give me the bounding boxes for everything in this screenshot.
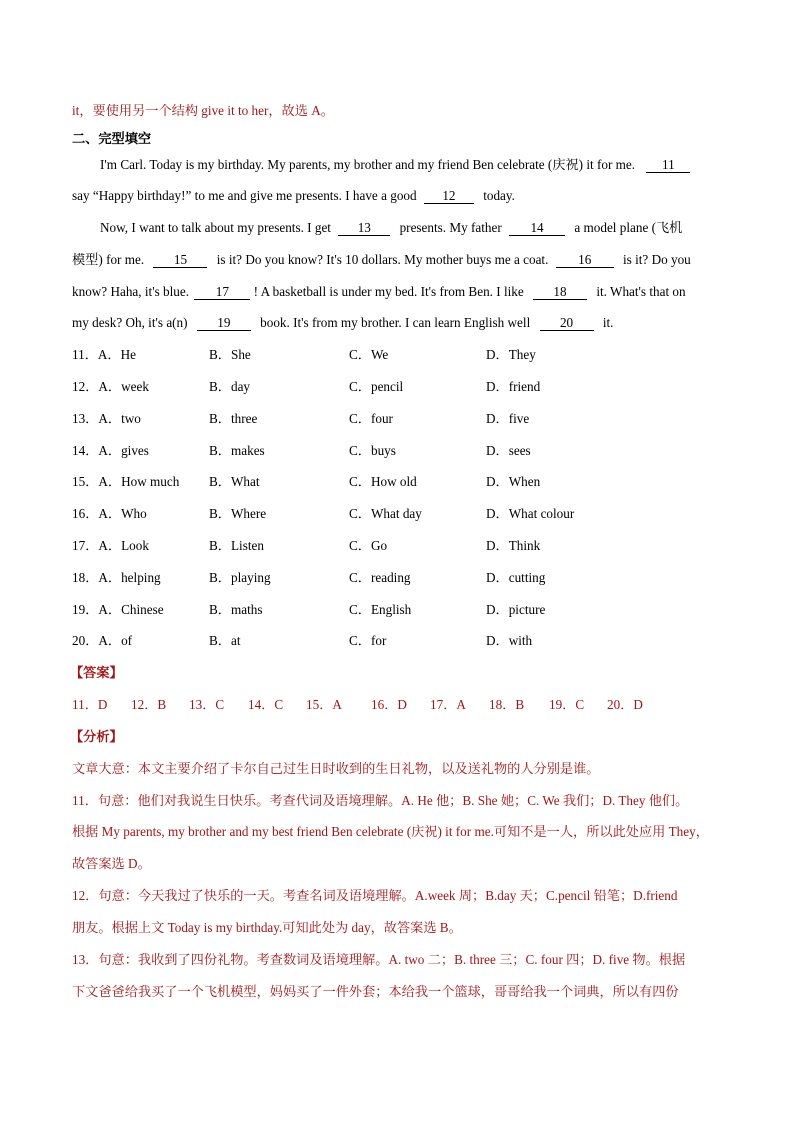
- passage-line-6: [72, 314, 613, 332]
- answer-item: 17．A: [430, 697, 466, 712]
- passage-text: a model plane (飞机: [574, 220, 683, 235]
- passage-text: today.: [483, 188, 515, 203]
- option-a: 18．A．helping: [72, 570, 161, 585]
- option-d: D．five: [486, 411, 530, 426]
- option-d: D．They: [486, 347, 536, 362]
- option-d: D．sees: [486, 443, 531, 458]
- top-note: it，要使用另一个结构 give it to her，故选 A。: [72, 103, 334, 118]
- analysis-summary: 文章大意：本文主要介绍了卡尔自己过生日时收到的生日礼物，以及送礼物的人分别是谁。: [72, 761, 600, 776]
- passage-text: ! A basketball is under my bed. It's from Ben. I like: [253, 284, 524, 299]
- analysis-q11-line: 11．句意：他们对我说生日快乐。考查代词及语境理解。A. He 他；B. She 她；C. We 我们；D. They 他们。: [72, 793, 689, 808]
- passage-text: book. It's from my brother. I can learn English well: [260, 315, 531, 330]
- option-a: 11．A．He: [72, 347, 136, 362]
- option-c: C．How old: [349, 474, 417, 489]
- option-c: C．Go: [349, 538, 388, 553]
- blank-16: 16: [556, 252, 614, 268]
- option-b: B．maths: [209, 602, 263, 617]
- answer-item: 15．A: [306, 697, 342, 712]
- passage-text: is it? Do you know? It's 10 dollars. My mother buys me a coat.: [216, 252, 549, 267]
- blank-18: 18: [533, 284, 587, 300]
- analysis-q13-line: 13．句意：我收到了四份礼物。考查数词及语境理解。A. two 二；B. three 三；C. four 四；D. five 物。根据: [72, 952, 686, 967]
- option-a: 13．A．two: [72, 411, 141, 426]
- passage-line-5: [72, 283, 686, 301]
- option-c: C．reading: [349, 570, 411, 585]
- passage-text: say “Happy birthday!” to me and give me presents. I have a good: [72, 188, 417, 203]
- option-a: 15．A．How much: [72, 474, 180, 489]
- answer-item: 14．C: [248, 697, 284, 712]
- option-a: 17．A．Look: [72, 538, 149, 553]
- answer-item: 12．B: [131, 697, 167, 712]
- option-d: D．with: [486, 633, 533, 648]
- option-b: B．at: [209, 633, 241, 648]
- passage-text: know? Haha, it's blue.: [72, 284, 190, 299]
- option-c: C．for: [349, 633, 387, 648]
- passage-text: is it? Do you: [623, 252, 691, 267]
- passage-text: presents. My father: [399, 220, 502, 235]
- option-a: 20．A．of: [72, 633, 133, 648]
- option-b: B．Listen: [209, 538, 264, 553]
- option-c: C．pencil: [349, 379, 404, 394]
- answer-item: 20．D: [607, 697, 643, 712]
- blank-15: 15: [153, 252, 207, 268]
- passage-text: I'm Carl. Today is my birthday. My parents, my brother and my friend Ben celebrate (庆祝) it for me.: [100, 157, 636, 172]
- option-b: B．makes: [209, 443, 265, 458]
- analysis-q11-line: 根据 My parents, my brother and my best friend Ben celebrate (庆祝) it for me.可知不是一人，所以此处应用 They，: [72, 824, 709, 839]
- passage-text: 模型) for me.: [72, 252, 145, 267]
- option-a: 14．A．gives: [72, 443, 149, 458]
- blank-12: 12: [424, 188, 474, 204]
- blank-20: 20: [540, 315, 594, 331]
- answer-heading: 【答案】: [70, 665, 123, 680]
- analysis-q13-line: 下文爸爸给我买了一个飞机模型，妈妈买了一件外套；本给我一个篮球，哥哥给我一个词典，所以有四份: [72, 984, 679, 999]
- passage-text: Now, I want to talk about my presents. I get: [100, 220, 331, 235]
- answer-item: 16．D: [371, 697, 407, 712]
- option-c: C．buys: [349, 443, 396, 458]
- option-c: C．English: [349, 602, 412, 617]
- answer-item: 11．D: [72, 697, 108, 712]
- option-b: B．day: [209, 379, 251, 394]
- passage-text: my desk? Oh, it's a(n): [72, 315, 188, 330]
- option-d: D．What colour: [486, 506, 575, 521]
- answer-item: 13．C: [189, 697, 225, 712]
- option-d: D．friend: [486, 379, 541, 394]
- passage-line-3: [100, 219, 682, 237]
- blank-17: 17: [194, 284, 250, 300]
- option-b: B．three: [209, 411, 258, 426]
- option-c: C．We: [349, 347, 389, 362]
- blank-13: 13: [338, 220, 390, 236]
- analysis-heading: 【分析】: [70, 729, 123, 744]
- option-c: C．What day: [349, 506, 422, 521]
- option-d: D．picture: [486, 602, 546, 617]
- blank-11: 11: [646, 157, 690, 173]
- option-a: 16．A．Who: [72, 506, 147, 521]
- option-d: D．cutting: [486, 570, 546, 585]
- option-d: D．Think: [486, 538, 541, 553]
- section-title: 二、完型填空: [72, 131, 152, 146]
- passage-line-1: [100, 156, 690, 174]
- passage-line-2: [72, 187, 515, 205]
- option-b: B．Where: [209, 506, 267, 521]
- blank-14: 14: [509, 220, 565, 236]
- analysis-q11-line: 故答案选 D。: [72, 856, 151, 871]
- option-b: B．She: [209, 347, 251, 362]
- answer-item: 19．C: [549, 697, 585, 712]
- option-a: 19．A．Chinese: [72, 602, 164, 617]
- option-a: 12．A．week: [72, 379, 149, 394]
- option-d: D．When: [486, 474, 541, 489]
- blank-19: 19: [197, 315, 251, 331]
- passage-text: it.: [602, 315, 614, 330]
- analysis-q12-line: 12．句意：今天我过了快乐的一天。考查名词及语境理解。A.week 周；B.day 天；C.pencil 铅笔；D.friend: [72, 888, 678, 903]
- option-c: C．four: [349, 411, 393, 426]
- passage-line-4: [72, 251, 691, 269]
- analysis-q12-line: 朋友。根据上文 Today is my birthday.可知此处为 day，故答案选 B。: [72, 920, 462, 935]
- answer-item: 18．B: [489, 697, 525, 712]
- option-b: B．playing: [209, 570, 271, 585]
- passage-text: it. What's that on: [596, 284, 686, 299]
- option-b: B．What: [209, 474, 260, 489]
